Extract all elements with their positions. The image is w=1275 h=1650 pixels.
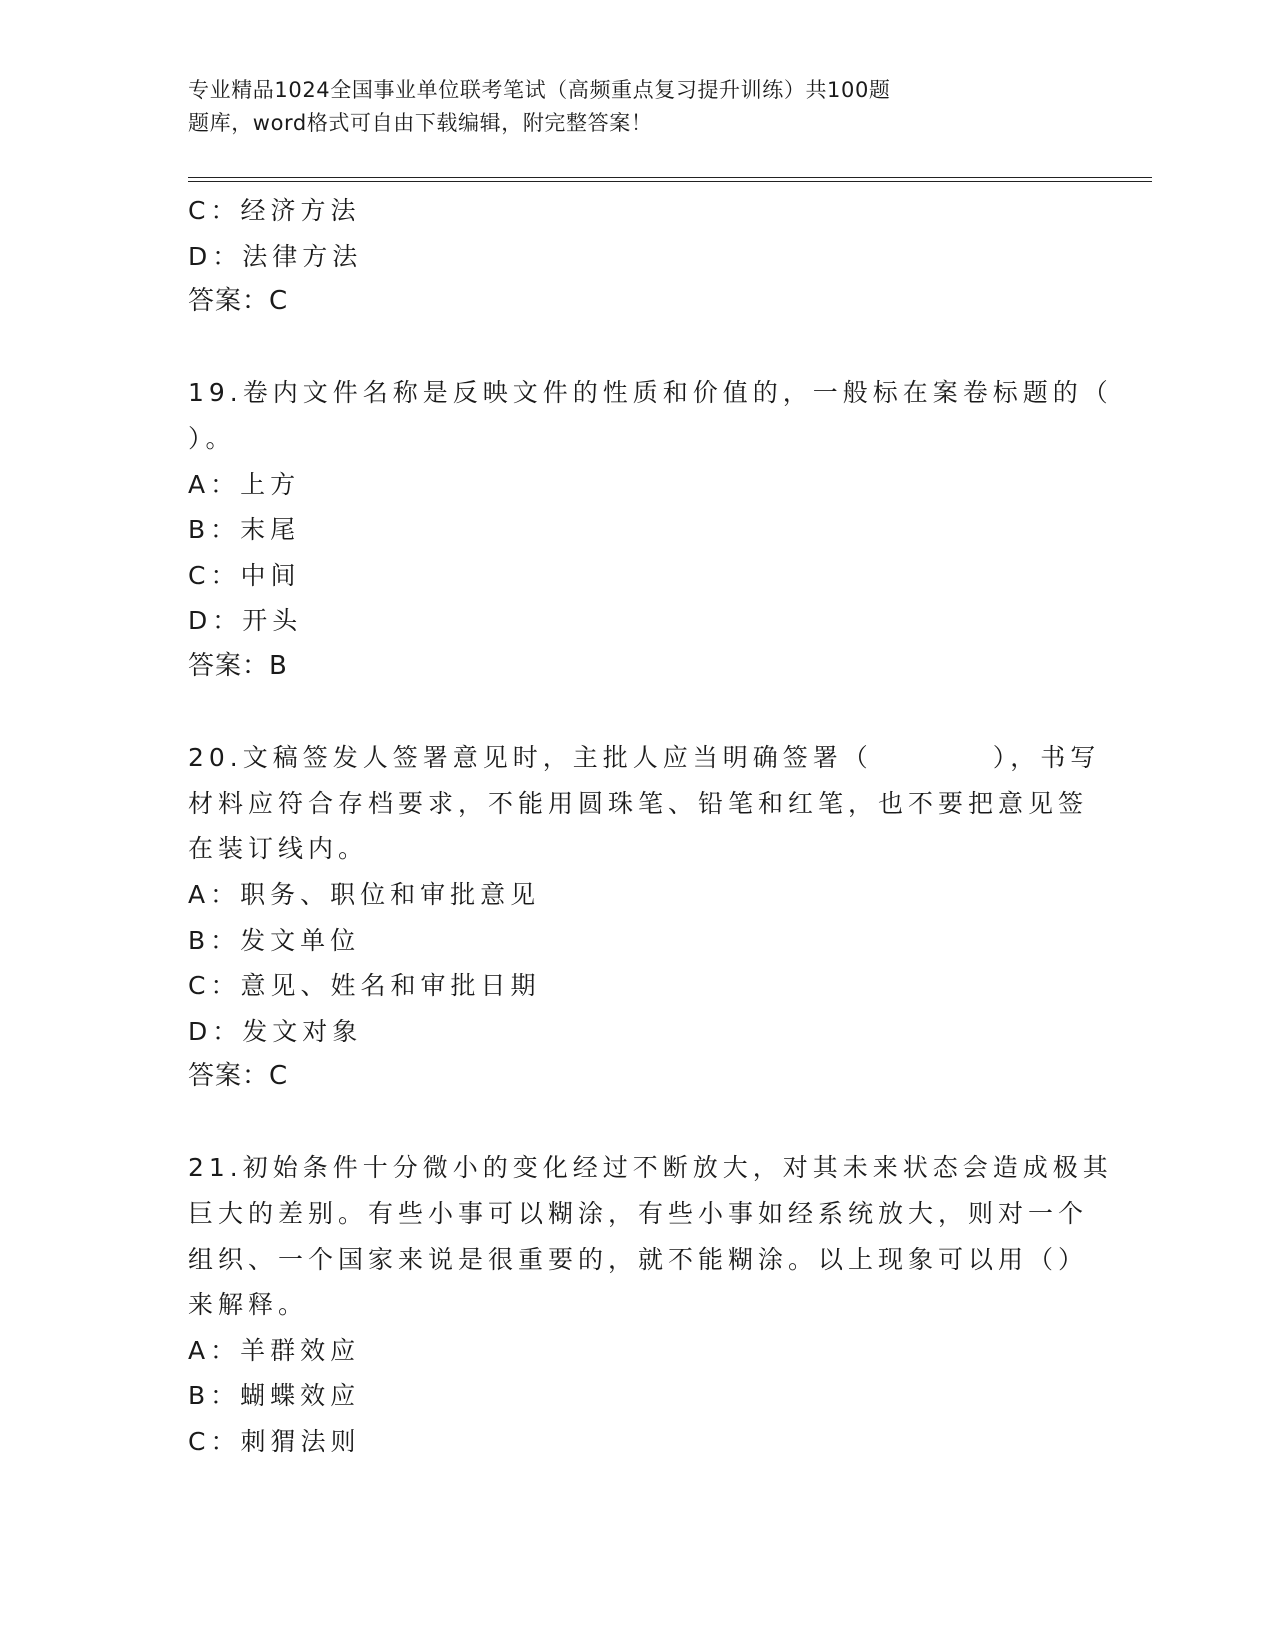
answer-line: 答案：C	[188, 1061, 289, 1092]
option-line: C：意见、姓名和审批日期	[188, 971, 541, 1001]
question-line: ）。	[188, 423, 236, 453]
question-line: 19.卷内文件名称是反映文件的性质和价值的，一般标在案卷标题的（	[188, 378, 1113, 408]
option-line: B：蝴蝶效应	[188, 1381, 361, 1411]
question-line: 在装订线内。	[188, 834, 369, 864]
page-header	[188, 74, 1028, 140]
question-line: 21.初始条件十分微小的变化经过不断放大，对其未来状态会造成极其	[188, 1153, 1113, 1183]
question-line: 材料应符合存档要求，不能用圆珠笔、铅笔和红笔，也不要把意见签	[188, 788, 1089, 818]
spacer	[188, 690, 1148, 736]
question-line: 巨大的差别。有些小事可以糊涂，有些小事如经系统放大，则对一个	[188, 1199, 1089, 1229]
header-divider-top	[188, 177, 1152, 178]
option-line: D：开头	[188, 606, 303, 636]
option-line: A：上方	[188, 469, 301, 499]
option-line: A：职务、职位和审批意见	[188, 879, 541, 909]
answer-line: 答案：B	[188, 650, 288, 681]
question-line: 来解释。	[188, 1290, 309, 1320]
header-line-2: 题库，word格式可自由下载编辑，附完整答案！	[188, 111, 653, 135]
answer-line: 答案：C	[188, 286, 289, 317]
option-line: D：法律方法	[188, 241, 363, 271]
spacer	[188, 325, 1148, 371]
option-line: B：末尾	[188, 515, 301, 545]
option-line: C：经济方法	[188, 196, 361, 225]
option-line: D：发文对象	[188, 1016, 363, 1046]
option-line: A：羊群效应	[188, 1335, 361, 1365]
header-divider-bottom	[188, 181, 1152, 182]
header-line-1: 专业精品1024全国事业单位联考笔试（高频重点复习提升训练）共100题	[188, 78, 891, 102]
question-list	[188, 188, 1148, 1465]
option-line: C：刺猬法则	[188, 1427, 361, 1457]
question-line: 组织、一个国家来说是很重要的，就不能糊涂。以上现象可以用（）	[188, 1244, 1089, 1274]
spacer	[188, 1100, 1148, 1146]
question-line: 20.文稿签发人签署意见时，主批人应当明确签署（ ），书写	[188, 743, 1101, 773]
option-line: B：发文单位	[188, 925, 361, 955]
option-line: C：中间	[188, 560, 301, 590]
